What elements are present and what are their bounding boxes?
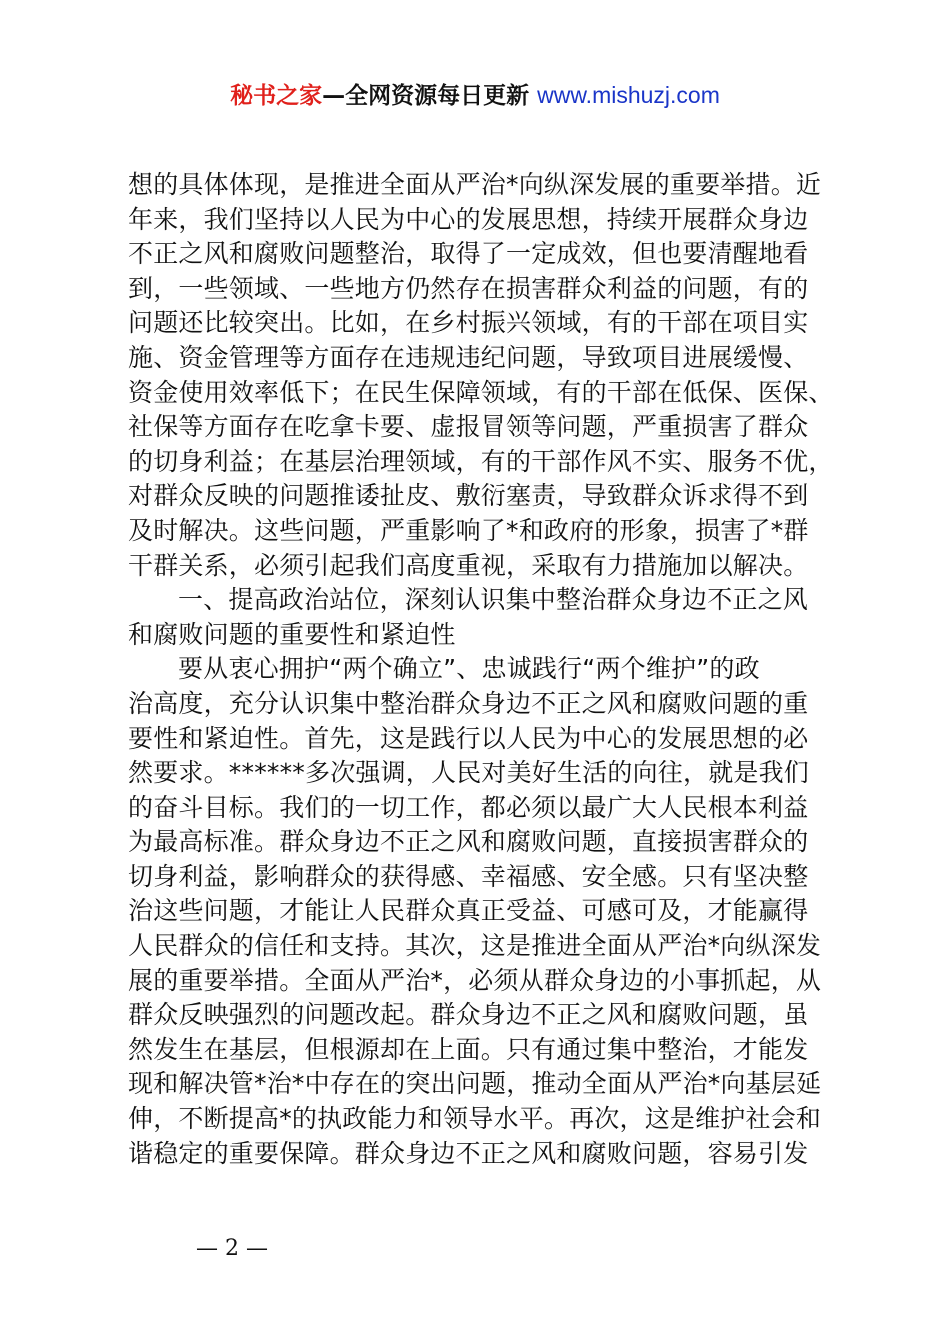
text-line: 展的重要举措。全面从严治*，必须从群众身边的小事抓起，从 <box>128 965 822 995</box>
text-line: 对群众反映的问题推诿扯皮、敷衍塞责，导致群众诉求得不到 <box>128 481 809 511</box>
text-line: 为最高标准。群众身边不正之风和腐败问题，直接损害群众的 <box>128 827 809 857</box>
section-heading-line: 一、提高政治站位，深刻认识集中整治群众身边不正之风 <box>178 585 809 615</box>
document-body <box>128 168 840 1171</box>
text-line: 然发生在基层，但根源却在上面。只有通过集中整治，才能发 <box>128 1034 809 1064</box>
text-line: 治高度，充分认识集中整治群众身边不正之风和腐败问题的重 <box>128 688 809 718</box>
text-line: 问题还比较突出。比如，在乡村振兴领域，有的干部在项目实 <box>128 308 809 338</box>
site-banner <box>0 80 950 111</box>
paragraph-start-line: 要从衷心拥护“两个确立”、忠诚践行“两个维护”的政 <box>178 654 760 684</box>
text-line: 切身利益，影响群众的获得感、幸福感、安全感。只有坚决整 <box>128 861 809 891</box>
banner-url-link[interactable]: www.mishuzj.com <box>537 82 720 108</box>
page-number: — 2 — <box>196 1236 268 1261</box>
text-line: 年来，我们坚持以人民为中心的发展思想，持续开展群众身边 <box>128 204 809 234</box>
section-heading-line: 和腐败问题的重要性和紧迫性 <box>128 619 456 649</box>
text-line: 伸，不断提高*的执政能力和领导水平。再次，这是维护社会和 <box>128 1104 822 1134</box>
text-line: 然要求。******多次强调，人民对美好生活的向往，就是我们 <box>128 758 810 788</box>
text-line: 社保等方面存在吃拿卡要、虚报冒领等问题，严重损害了群众 <box>128 412 809 442</box>
text-line: 要性和紧迫性。首先，这是践行以人民为中心的发展思想的必 <box>128 723 809 753</box>
banner-brand: 秘书之家 <box>230 83 323 109</box>
text-line: 现和解决管*治*中存在的突出问题，推动全面从严治*向基层延 <box>128 1069 822 1099</box>
text-line: 干群关系，必须引起我们高度重视，采取有力措施加以解决。 <box>128 550 809 580</box>
text-line: 谐稳定的重要保障。群众身边不正之风和腐败问题，容易引发 <box>128 1138 809 1168</box>
text-line: 人民群众的信任和支持。其次，这是推进全面从严治*向纵深发 <box>128 931 822 961</box>
text-line: 治这些问题，才能让人民群众真正受益、可感可及，才能赢得 <box>128 896 809 926</box>
text-line: 到，一些领域、一些地方仍然存在损害群众利益的问题，有的 <box>128 273 809 303</box>
text-line: 想的具体体现，是推进全面从严治*向纵深发展的重要举措。近 <box>128 170 822 199</box>
text-line: 施、资金管理等方面存在违规违纪问题，导致项目进展缓慢、 <box>128 342 809 372</box>
text-line: 资金使用效率低下；在民生保障领域，有的干部在低保、医保、 <box>128 377 834 407</box>
text-line: 及时解决。这些问题，严重影响了*和政府的形象，损害了*群 <box>128 515 809 545</box>
text-line: 的切身利益；在基层治理领域，有的干部作风不实、服务不优， <box>128 446 834 476</box>
text-line: 群众反映强烈的问题改起。群众身边不正之风和腐败问题，虽 <box>128 1000 809 1030</box>
banner-tagline: —全网资源每日更新 <box>322 83 530 109</box>
text-line: 的奋斗目标。我们的一切工作，都必须以最广大人民根本利益 <box>128 792 809 822</box>
text-line: 不正之风和腐败问题整治，取得了一定成效，但也要清醒地看 <box>128 239 809 269</box>
